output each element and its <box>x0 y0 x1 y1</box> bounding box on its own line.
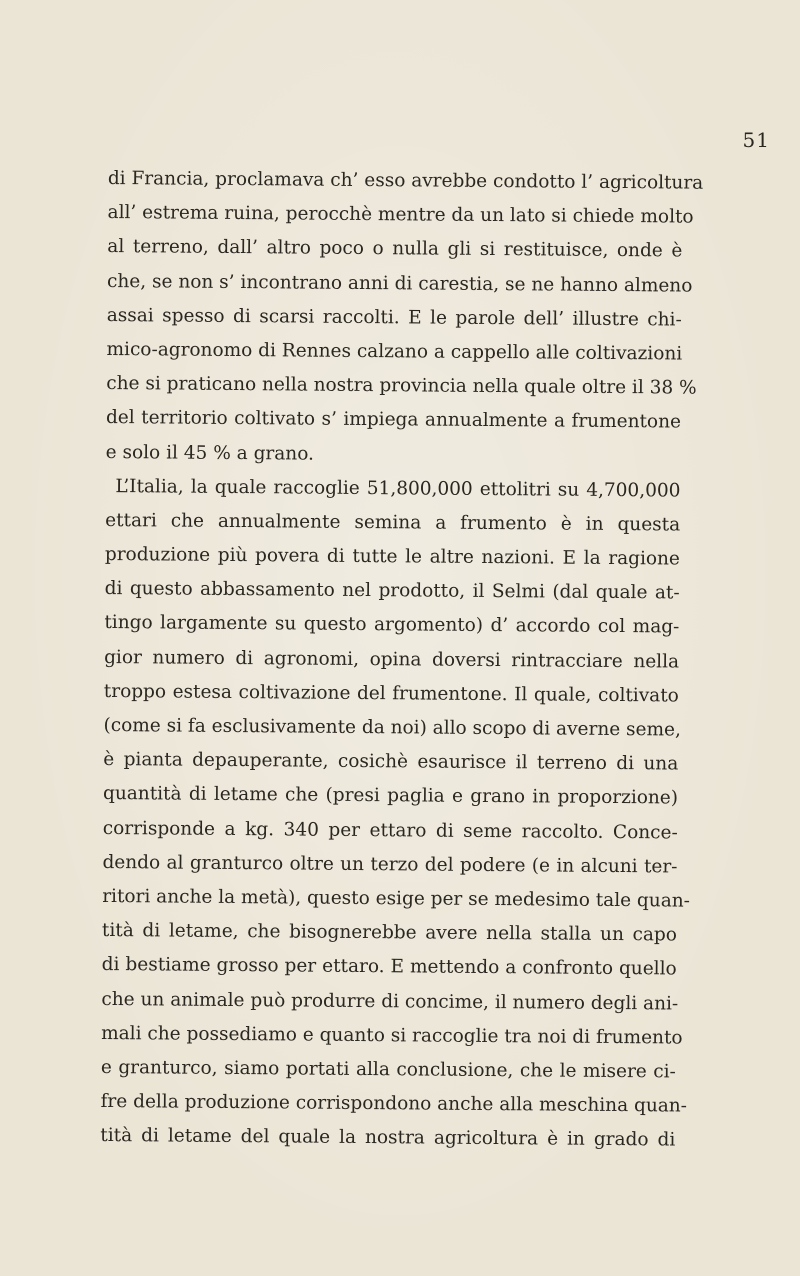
text-line: è pianta depauperante, cosichè esaurisce il terreno di una <box>103 749 679 775</box>
text-line: produzione più povera di tutte le altre nazioni. E la ragione <box>104 544 680 570</box>
text-line: e granturco, siamo portati alla conclusione, che le misere ci- <box>100 1056 676 1083</box>
paragraph-2 <box>100 470 691 1158</box>
text-line: ritori anche la metà), questo esige per se medesimo tale quan- <box>102 885 691 912</box>
text-line: che si praticano nella nostra provincia nella quale oltre il 38 % <box>106 373 697 399</box>
text-line: fre della produzione corrispondono anche alla meschina quan- <box>100 1091 688 1117</box>
text-line: di questo abbassamento nel prodotto, il Selmi (dal quale at- <box>104 578 680 604</box>
text-line: tità di letame, che bisognerebbe avere nella stalla un capo <box>101 920 678 946</box>
text-line: quantità di letame che (presi paglia e grano in proporzione) <box>102 783 679 809</box>
text-line: di Francia, proclamava ch’ esso avrebbe condotto l’ agricoltura <box>107 167 704 194</box>
text-line: all’ estrema ruina, perocchè mentre da un lato si chiede molto <box>107 202 694 228</box>
text-line: L’Italia, la quale raccoglie 51,800,000 ettolitri su 4,700,000 <box>115 475 681 502</box>
text-line: tingo largamente su questo argomento) d’ accordo col mag- <box>104 612 680 638</box>
body-text <box>100 162 704 1158</box>
page-number: 51 <box>742 128 770 152</box>
text-line: gior numero di agronomi, opina doversi rintracciare nella <box>104 646 680 673</box>
text-line: e solo il 45 % a grano. <box>105 441 315 465</box>
paragraph-1 <box>105 162 704 474</box>
text-line: dendo al granturco oltre un terzo del podere (e in alcuni ter- <box>102 851 678 878</box>
text-line: troppo estesa coltivazione del frumentone. Il quale, coltivato <box>103 680 679 707</box>
text-line: del territorio coltivato s’ impiega annualmente a frumentone <box>105 407 682 433</box>
text-line: di bestiame grosso per ettaro. E mettendo a confronto quello <box>101 954 677 980</box>
text-line: corrisponde a kg. 340 per ettaro di seme raccolto. Conce- <box>102 817 678 844</box>
text-line: mali che possediamo e quanto si raccoglie tra noi di frumento <box>101 1022 683 1049</box>
text-line: al terreno, dall’ altro poco o nulla gli si restituisce, onde è <box>107 236 683 262</box>
text-line: che, se non s’ incontrano anni di carestia, se ne hanno almeno <box>106 270 693 297</box>
text-line: tità di letame del quale la nostra agricoltura è in grado di <box>100 1125 676 1151</box>
text-line: assai spesso di scarsi raccolti. E le parole dell’ illustre chi- <box>106 304 682 331</box>
text-line: mico-agronomo di Rennes calzano a cappello alle coltivazioni <box>106 338 683 365</box>
text-line: (come si fa esclusivamente da noi) allo scopo di averne seme, <box>103 714 681 741</box>
text-line: ettari che annualmente semina a frumento è in questa <box>105 509 681 536</box>
text-line: che un animale può produrre di concime, il numero degli ani- <box>101 988 679 1015</box>
